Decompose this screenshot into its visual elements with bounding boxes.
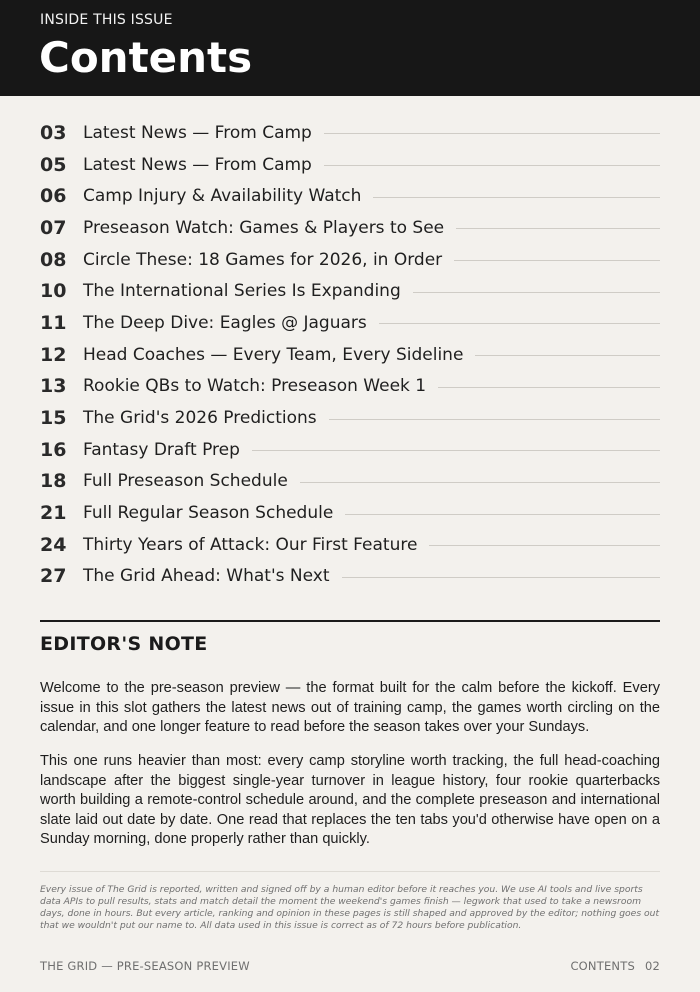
toc-leader-line xyxy=(475,355,660,356)
footer-publication: THE GRID — PRE-SEASON PREVIEW xyxy=(40,959,250,973)
toc-article-title: Latest News — From Camp xyxy=(83,122,312,143)
toc-article-title: Preseason Watch: Games & Players to See xyxy=(83,217,445,238)
toc-page-number: 16 xyxy=(40,438,67,461)
toc-entry[interactable] xyxy=(40,149,660,181)
toc-page-number: 12 xyxy=(40,343,67,366)
toc-entry[interactable] xyxy=(40,307,660,339)
issue-kicker: INSIDE THIS ISSUE xyxy=(40,12,173,28)
toc-leader-line xyxy=(252,450,660,451)
toc-entry[interactable] xyxy=(40,434,660,466)
toc-page-number: 03 xyxy=(40,121,67,144)
toc-page-number: 08 xyxy=(40,248,67,271)
toc-entry[interactable] xyxy=(40,497,660,529)
toc-leader-line xyxy=(379,323,660,324)
toc-page-number: 27 xyxy=(40,565,67,588)
toc-entry[interactable] xyxy=(40,339,660,371)
toc-entry[interactable] xyxy=(40,244,660,276)
toc-leader-line xyxy=(342,577,660,578)
toc-page-number: 15 xyxy=(40,407,67,430)
toc-page-number: 24 xyxy=(40,533,67,556)
toc-entry[interactable] xyxy=(40,371,660,403)
toc-page-number: 11 xyxy=(40,311,67,334)
toc-leader-line xyxy=(456,228,660,229)
toc-page-number: 13 xyxy=(40,375,67,398)
toc-article-title: Thirty Years of Attack: Our First Feature xyxy=(83,534,418,555)
toc-article-title: Head Coaches — Every Team, Every Sideline xyxy=(83,344,464,365)
editors-note-paragraph: This one runs heavier than most: every camp storyline worth tracking, the full head-coaching landscape after the biggest single-year turnover in league history, four rookie quarterbacks worth building a remote-control schedule around, and the complete preseason and international slate laid out date by date. One read that replaces the ten tabs you'd otherwise have open on a Sunday morning, done properly rather than quickly. xyxy=(40,753,660,847)
toc-article-title: Full Preseason Schedule xyxy=(83,471,288,492)
toc-leader-line xyxy=(329,419,660,420)
toc-article-title: The Deep Dive: Eagles @ Jaguars xyxy=(83,312,367,333)
toc-article-title: Fantasy Draft Prep xyxy=(83,439,240,460)
toc-leader-line xyxy=(300,482,660,483)
toc-leader-line xyxy=(324,165,660,166)
toc-leader-line xyxy=(345,514,660,515)
toc-page-number: 10 xyxy=(40,280,67,303)
toc-page-number: 06 xyxy=(40,185,67,208)
toc-leader-line xyxy=(454,260,660,261)
page-title: Contents xyxy=(39,33,253,82)
toc-article-title: The Grid's 2026 Predictions xyxy=(83,408,317,429)
table-of-contents xyxy=(40,117,660,592)
toc-page-number: 05 xyxy=(40,153,67,176)
toc-page-number: 07 xyxy=(40,216,67,239)
toc-article-title: Latest News — From Camp xyxy=(83,154,312,175)
toc-article-title: The Grid Ahead: What's Next xyxy=(83,566,330,587)
toc-entry[interactable] xyxy=(40,117,660,149)
toc-leader-line xyxy=(438,387,660,388)
toc-leader-line xyxy=(429,545,660,546)
toc-entry[interactable] xyxy=(40,561,660,593)
toc-leader-line xyxy=(373,197,660,198)
toc-page-number: 18 xyxy=(40,470,67,493)
toc-entry[interactable] xyxy=(40,466,660,498)
toc-entry[interactable] xyxy=(40,402,660,434)
header-banner xyxy=(0,0,700,96)
disclaimer-divider xyxy=(40,871,660,872)
toc-entry[interactable] xyxy=(40,180,660,212)
toc-article-title: Circle These: 18 Games for 2026, in Order xyxy=(83,249,443,270)
editors-note-paragraph: Welcome to the pre-season preview — the format built for the calm before the kickoff. Every issue in this slot gathers the latest news out of training camp, the games worth circling on the calendar, and one longer feature to read before the season takes over your Sundays. xyxy=(40,680,660,735)
toc-article-title: Camp Injury & Availability Watch xyxy=(83,186,362,207)
toc-page-number: 21 xyxy=(40,502,67,525)
footer-page-info xyxy=(570,959,660,973)
section-divider xyxy=(40,620,660,622)
toc-leader-line xyxy=(413,292,660,293)
toc-article-title: Full Regular Season Schedule xyxy=(83,503,334,524)
toc-article-title: Rookie QBs to Watch: Preseason Week 1 xyxy=(83,376,427,397)
toc-entry[interactable] xyxy=(40,212,660,244)
toc-entry[interactable] xyxy=(40,529,660,561)
page-number: 02 xyxy=(644,959,660,973)
footer-section: CONTENTS xyxy=(570,959,635,973)
ai-disclaimer: Every issue of The Grid is reported, written and signed off by a human editor before it reaches you. We use AI tools and live sports data APIs to pull results, stats and match detail the moment the weekend's games finish — legwork that used to take a newsroom days, done in hours. But every article, ranking and opinion in these pages is still shaped and approved by the editor; nothing goes out that we wouldn't put our name to. All data used in this issue is correct as of 72 hours before publication. xyxy=(40,884,660,931)
toc-entry[interactable] xyxy=(40,275,660,307)
toc-leader-line xyxy=(324,133,660,134)
toc-article-title: The International Series Is Expanding xyxy=(83,281,401,302)
editors-note-heading: EDITOR'S NOTE xyxy=(40,633,208,655)
